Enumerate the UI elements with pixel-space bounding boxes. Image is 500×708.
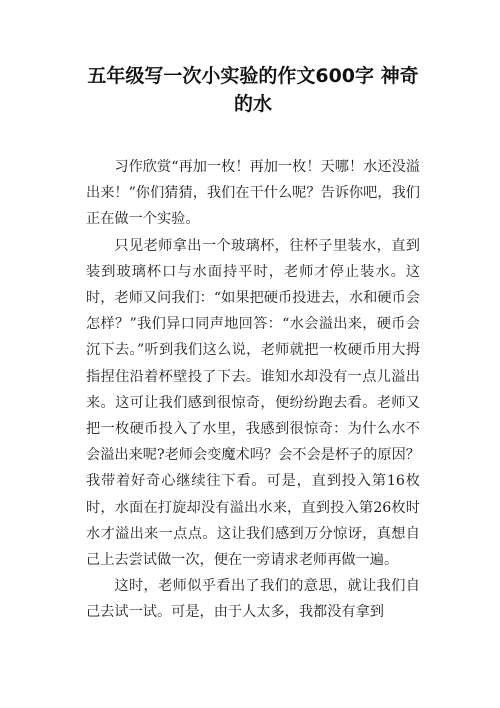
paragraph-1: 习作欣赏“再加一枚！再加一枚！天哪！水还没溢出来！”你们猜猜，我们在干什么呢？告诉你吧，我们正在做一个实验。 (86, 159, 420, 228)
document-title: 五年级写一次小实验的作文600字 神奇的水 (87, 65, 419, 115)
document-body (86, 154, 420, 626)
paragraph-3: 这时，老师似乎看出了我们的意思，就让我们自己去试一试。可是，由于人太多，我都没有拿到 (86, 578, 420, 621)
paragraph-2: 只见老师拿出一个玻璃杯，往杯子里装水，直到装到玻璃杯口与水面持平时，老师才停止装水。这时，老师又问我们：“如果把硬币投进去，水和硬币会怎样？”我们异口同声地回答：“水会溢出来，硬币会沉下去。”听到我们这么说，老师就把一枚硬币用大拇指捏住沿着杯壁投了下去。谁知水却没有一点儿溢出来。这可让我们感到很惊奇，便纷纷跑去看。老师又把一枚硬币投入了水里，我感到很惊奇：为什么水不会溢出来呢?老师会变魔术吗？会不会是杯子的原因？我带着好奇心继续往下看。可是，直到投入第16枚时，水面在打旋却没有溢出水来，直到投入第26枚时水才溢出来一点点。这让我们感到万分惊讶，真想自己上去尝试做一次，便在一旁请求老师再做一遍。 (86, 237, 420, 569)
